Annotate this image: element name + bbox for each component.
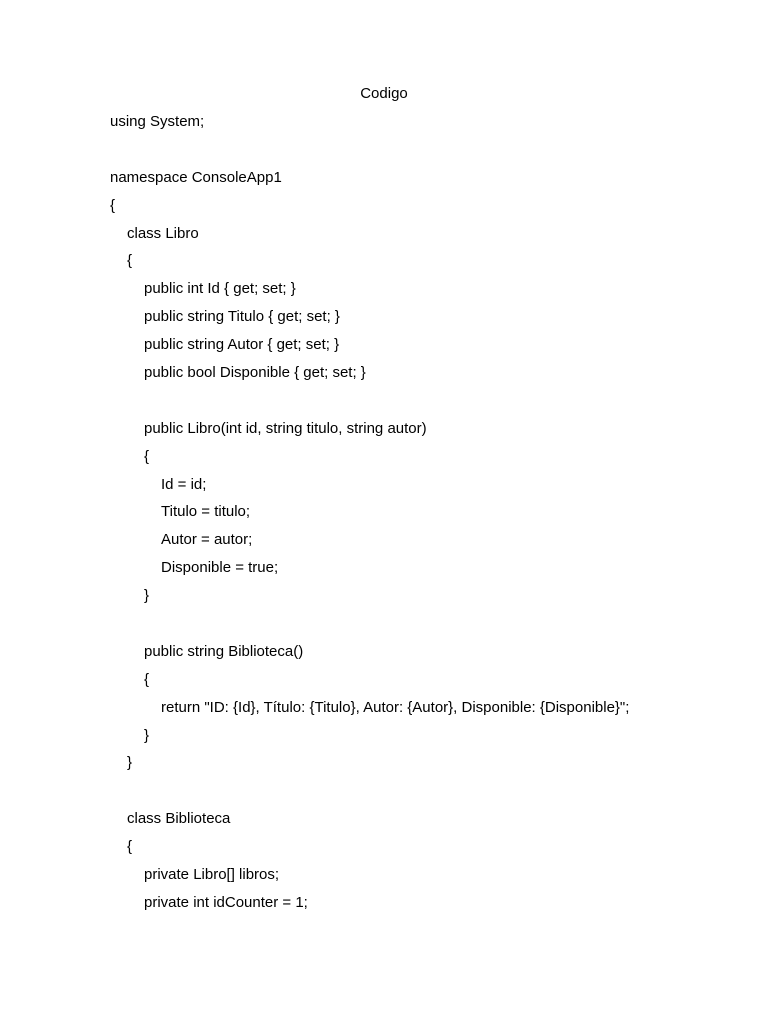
code-line: public bool Disponible { get; set; }	[144, 364, 366, 382]
code-line: class Libro	[127, 224, 199, 242]
code-line: }	[144, 726, 150, 744]
code-line: {	[144, 670, 150, 688]
code-line: Autor = autor;	[161, 531, 253, 549]
code-block	[110, 112, 730, 921]
code-line: return "ID: {Id}, Título: {Titulo}, Autor: {Autor}, Disponible: {Disponible}";	[161, 698, 630, 716]
code-line: {	[144, 447, 150, 465]
code-line: public int Id { get; set; }	[144, 280, 296, 298]
code-line: using System;	[110, 113, 205, 130]
code-line	[110, 781, 730, 809]
code-line: public string Titulo { get; set; }	[144, 308, 340, 326]
code-line: {	[127, 252, 133, 270]
code-line: public Libro(int id, string titulo, string autor)	[144, 419, 427, 437]
code-line: namespace ConsoleApp1	[110, 168, 282, 186]
code-line: public string Biblioteca()	[144, 642, 304, 660]
code-line: }	[144, 587, 150, 605]
code-line	[110, 140, 730, 168]
code-line	[110, 614, 730, 642]
code-line: class Biblioteca	[127, 810, 231, 828]
code-line: Titulo = titulo;	[161, 503, 251, 521]
code-line	[110, 391, 730, 419]
code-line: private int idCounter = 1;	[144, 893, 308, 911]
code-line: public string Autor { get; set; }	[144, 336, 340, 354]
code-line: private Libro[] libros;	[144, 866, 280, 884]
code-line: Disponible = true;	[161, 559, 279, 577]
code-line: {	[127, 838, 133, 856]
document-title: Codigo	[360, 85, 408, 102]
code-line: Id = id;	[161, 475, 207, 493]
code-line: {	[110, 196, 116, 214]
code-line: }	[127, 754, 133, 772]
